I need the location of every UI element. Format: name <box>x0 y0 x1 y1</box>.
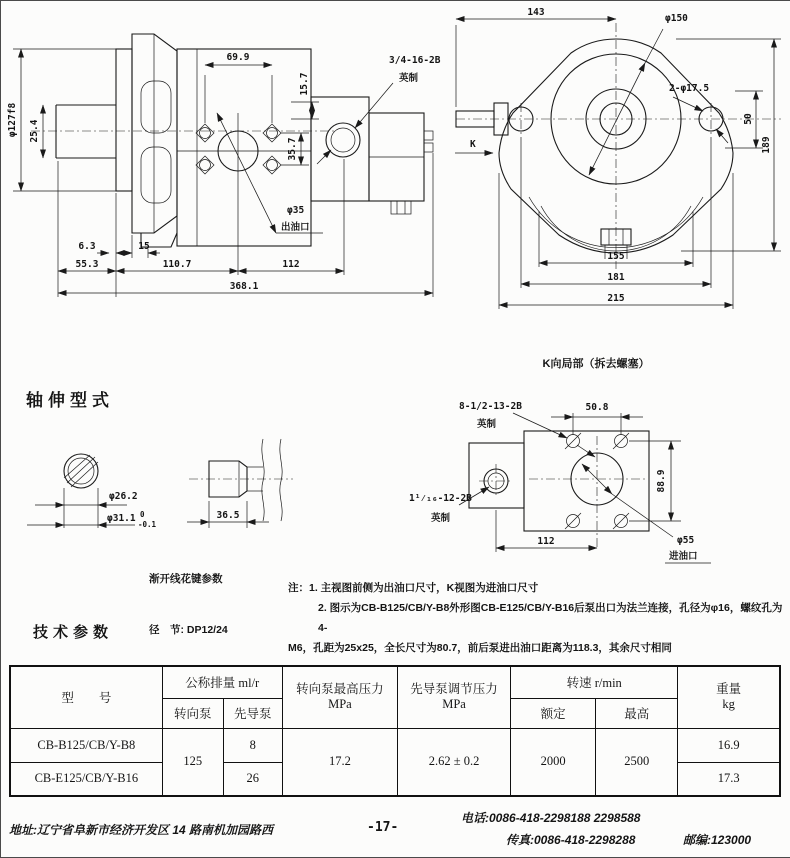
dim-label-pilot-dia: φ150 <box>665 13 688 24</box>
col-header-max: 最高 <box>596 698 678 728</box>
dim-label-inlet-dia: φ55 <box>677 535 695 546</box>
cell-pilot-displacement-1: 8 <box>223 728 282 762</box>
footer-page-number: -17- <box>367 820 399 835</box>
dim-label-total-len: 368.1 <box>229 281 259 292</box>
col-header-steering-pump: 转向泵 <box>162 698 223 728</box>
pump-side-view-drawing <box>1 1 441 346</box>
dim-label-d5: 112 <box>282 259 300 270</box>
footer-fax: 传真:0086-418-2298288 <box>506 833 636 847</box>
dim-label-thread-top-std: 英制 <box>477 419 497 430</box>
note-line-1: 注：1. 主视图前侧为出油口尺寸，K视图为进油口尺寸 <box>288 582 539 594</box>
dim-label-flange-dia: φ127f8 <box>7 102 18 138</box>
shaft-side-view <box>187 439 293 528</box>
col-header-pilot-pressure <box>397 666 510 728</box>
note-line-2: 2. 图示为CB-B125/CB/Y-B8外形图CB-E125/CB/Y-B16后泵出口为法兰连接，孔径为φ16，螺纹孔为4- <box>318 602 783 634</box>
dim-label-shaft-od-tol-up: 0 <box>140 510 145 519</box>
col-header-steering-pressure-l2: MPa <box>328 697 352 712</box>
col-header-steering-pressure-l1: 转向泵最高压力 <box>296 682 384 697</box>
dim-label-thread-top: 8-1/2-13-2B <box>459 401 522 412</box>
dim-label-center-h: 112 <box>537 536 555 547</box>
col-header-pilot-pressure-l2: MPa <box>442 697 466 712</box>
k-view-bolt-holes <box>565 433 629 529</box>
col-header-rated: 额定 <box>511 698 596 728</box>
col-header-steering-pressure <box>282 666 397 728</box>
col-header-weight <box>678 666 780 728</box>
col-header-pilot-pump: 先导泵 <box>223 698 282 728</box>
cell-model-2: CB-E125/CB/Y-B16 <box>10 762 162 796</box>
dim-label-port-edge: 15.7 <box>299 72 310 96</box>
k-view-dimensions <box>409 401 711 563</box>
dim-label-hole-v: 50 <box>743 113 754 125</box>
dim-label-thread-left-std: 英制 <box>431 513 451 524</box>
cell-steering-displacement: 125 <box>162 728 223 796</box>
dim-label-outlet-name: 出油口 <box>281 222 310 233</box>
view-direction-label: K <box>470 139 476 150</box>
cell-rated-speed: 2000 <box>511 728 596 796</box>
cell-pilot-adjust-pressure: 2.62 ± 0.2 <box>397 728 510 796</box>
footer-phone: 电话:0086-418-2298188 2298588 <box>461 811 641 825</box>
dim-label-shaft-od-tol-dn: -0.1 <box>138 520 157 529</box>
dim-label-outlet-thread: 3/4-16-2B <box>389 55 441 66</box>
shaft-section-heading: 轴伸型式 <box>26 391 114 410</box>
footer-postcode: 邮编:123000 <box>683 833 752 847</box>
dim-label-d4: 110.7 <box>162 259 192 270</box>
cell-max-speed: 2500 <box>596 728 678 796</box>
cell-weight-2: 17.3 <box>678 762 780 796</box>
spec-table <box>9 665 781 797</box>
cell-weight-1: 16.9 <box>678 728 780 762</box>
dim-label-mount-holes: 2-φ17.5 <box>669 83 710 94</box>
pump-side-geometry <box>31 34 433 247</box>
dim-label-port-span-v: 35.7 <box>287 137 298 161</box>
front-view-dimensions <box>455 7 781 309</box>
dim-label-d2: 15 <box>138 241 150 252</box>
col-header-model: 型 号 <box>10 666 162 728</box>
dim-label-shaft-length: 36.5 <box>216 510 240 521</box>
dim-label-spline-od: φ26.2 <box>109 491 138 502</box>
col-header-weight-l2: kg <box>722 697 735 712</box>
note-line-3: M6，孔距为25x25，全长尺寸为80.7，前后泵进出油口距离为118.3，其余尺寸相同 <box>288 642 672 654</box>
col-header-displacement: 公称排量 ml/r <box>162 666 282 698</box>
footer-address: 地址:辽宁省阜新市经济开发区 14 路南机加园路西 <box>9 823 274 837</box>
side-view-dimensions <box>7 49 441 297</box>
dim-label-w1: 155 <box>607 251 625 262</box>
dim-label-d3: 55.3 <box>75 259 99 270</box>
dim-label-shaft-key: 25.4 <box>29 119 40 143</box>
cell-model-1: CB-B125/CB/Y-B8 <box>10 728 162 762</box>
dim-label-w2: 181 <box>607 272 625 283</box>
drawing-notes <box>288 578 788 658</box>
dim-label-thread-left: 1¹⁄₁₆-12-2B <box>409 493 472 504</box>
dim-label-hole-h: 50.8 <box>585 402 609 413</box>
k-view-title: K向局部（拆去螺塞） <box>542 358 650 370</box>
spline-title: 渐开线花键参数 <box>149 573 223 585</box>
table-row <box>10 728 780 762</box>
dim-label-w3: 215 <box>607 293 625 304</box>
cell-steering-max-pressure: 17.2 <box>282 728 397 796</box>
dim-label-center-h: 143 <box>527 7 545 18</box>
dim-label-outlet-dia: φ35 <box>287 205 305 216</box>
dim-label-d1: 6.3 <box>78 241 96 252</box>
pump-front-geometry <box>456 23 781 269</box>
cell-pilot-displacement-2: 26 <box>223 762 282 796</box>
dim-label-outlet-thread-std: 英制 <box>399 73 419 84</box>
dim-label-hole-v: 88.9 <box>656 469 667 493</box>
col-header-pilot-pressure-l1: 先导泵调节压力 <box>410 682 498 697</box>
spline-pitch: 径 节: DP12/24 <box>149 624 228 636</box>
table-heading: 技术参数 <box>33 624 114 641</box>
shaft-end-view <box>27 454 157 529</box>
dim-label-height: 189 <box>761 136 772 154</box>
col-header-weight-l1: 重量 <box>716 682 742 697</box>
col-header-speed: 转速 r/min <box>511 666 678 698</box>
dim-label-inlet-name: 进油口 <box>669 551 698 562</box>
k-partial-view-drawing <box>401 353 790 576</box>
pump-front-view-drawing <box>441 1 790 346</box>
dim-label-port-span-h: 69.9 <box>226 52 250 63</box>
dim-label-shaft-od: φ31.1 <box>107 513 136 524</box>
